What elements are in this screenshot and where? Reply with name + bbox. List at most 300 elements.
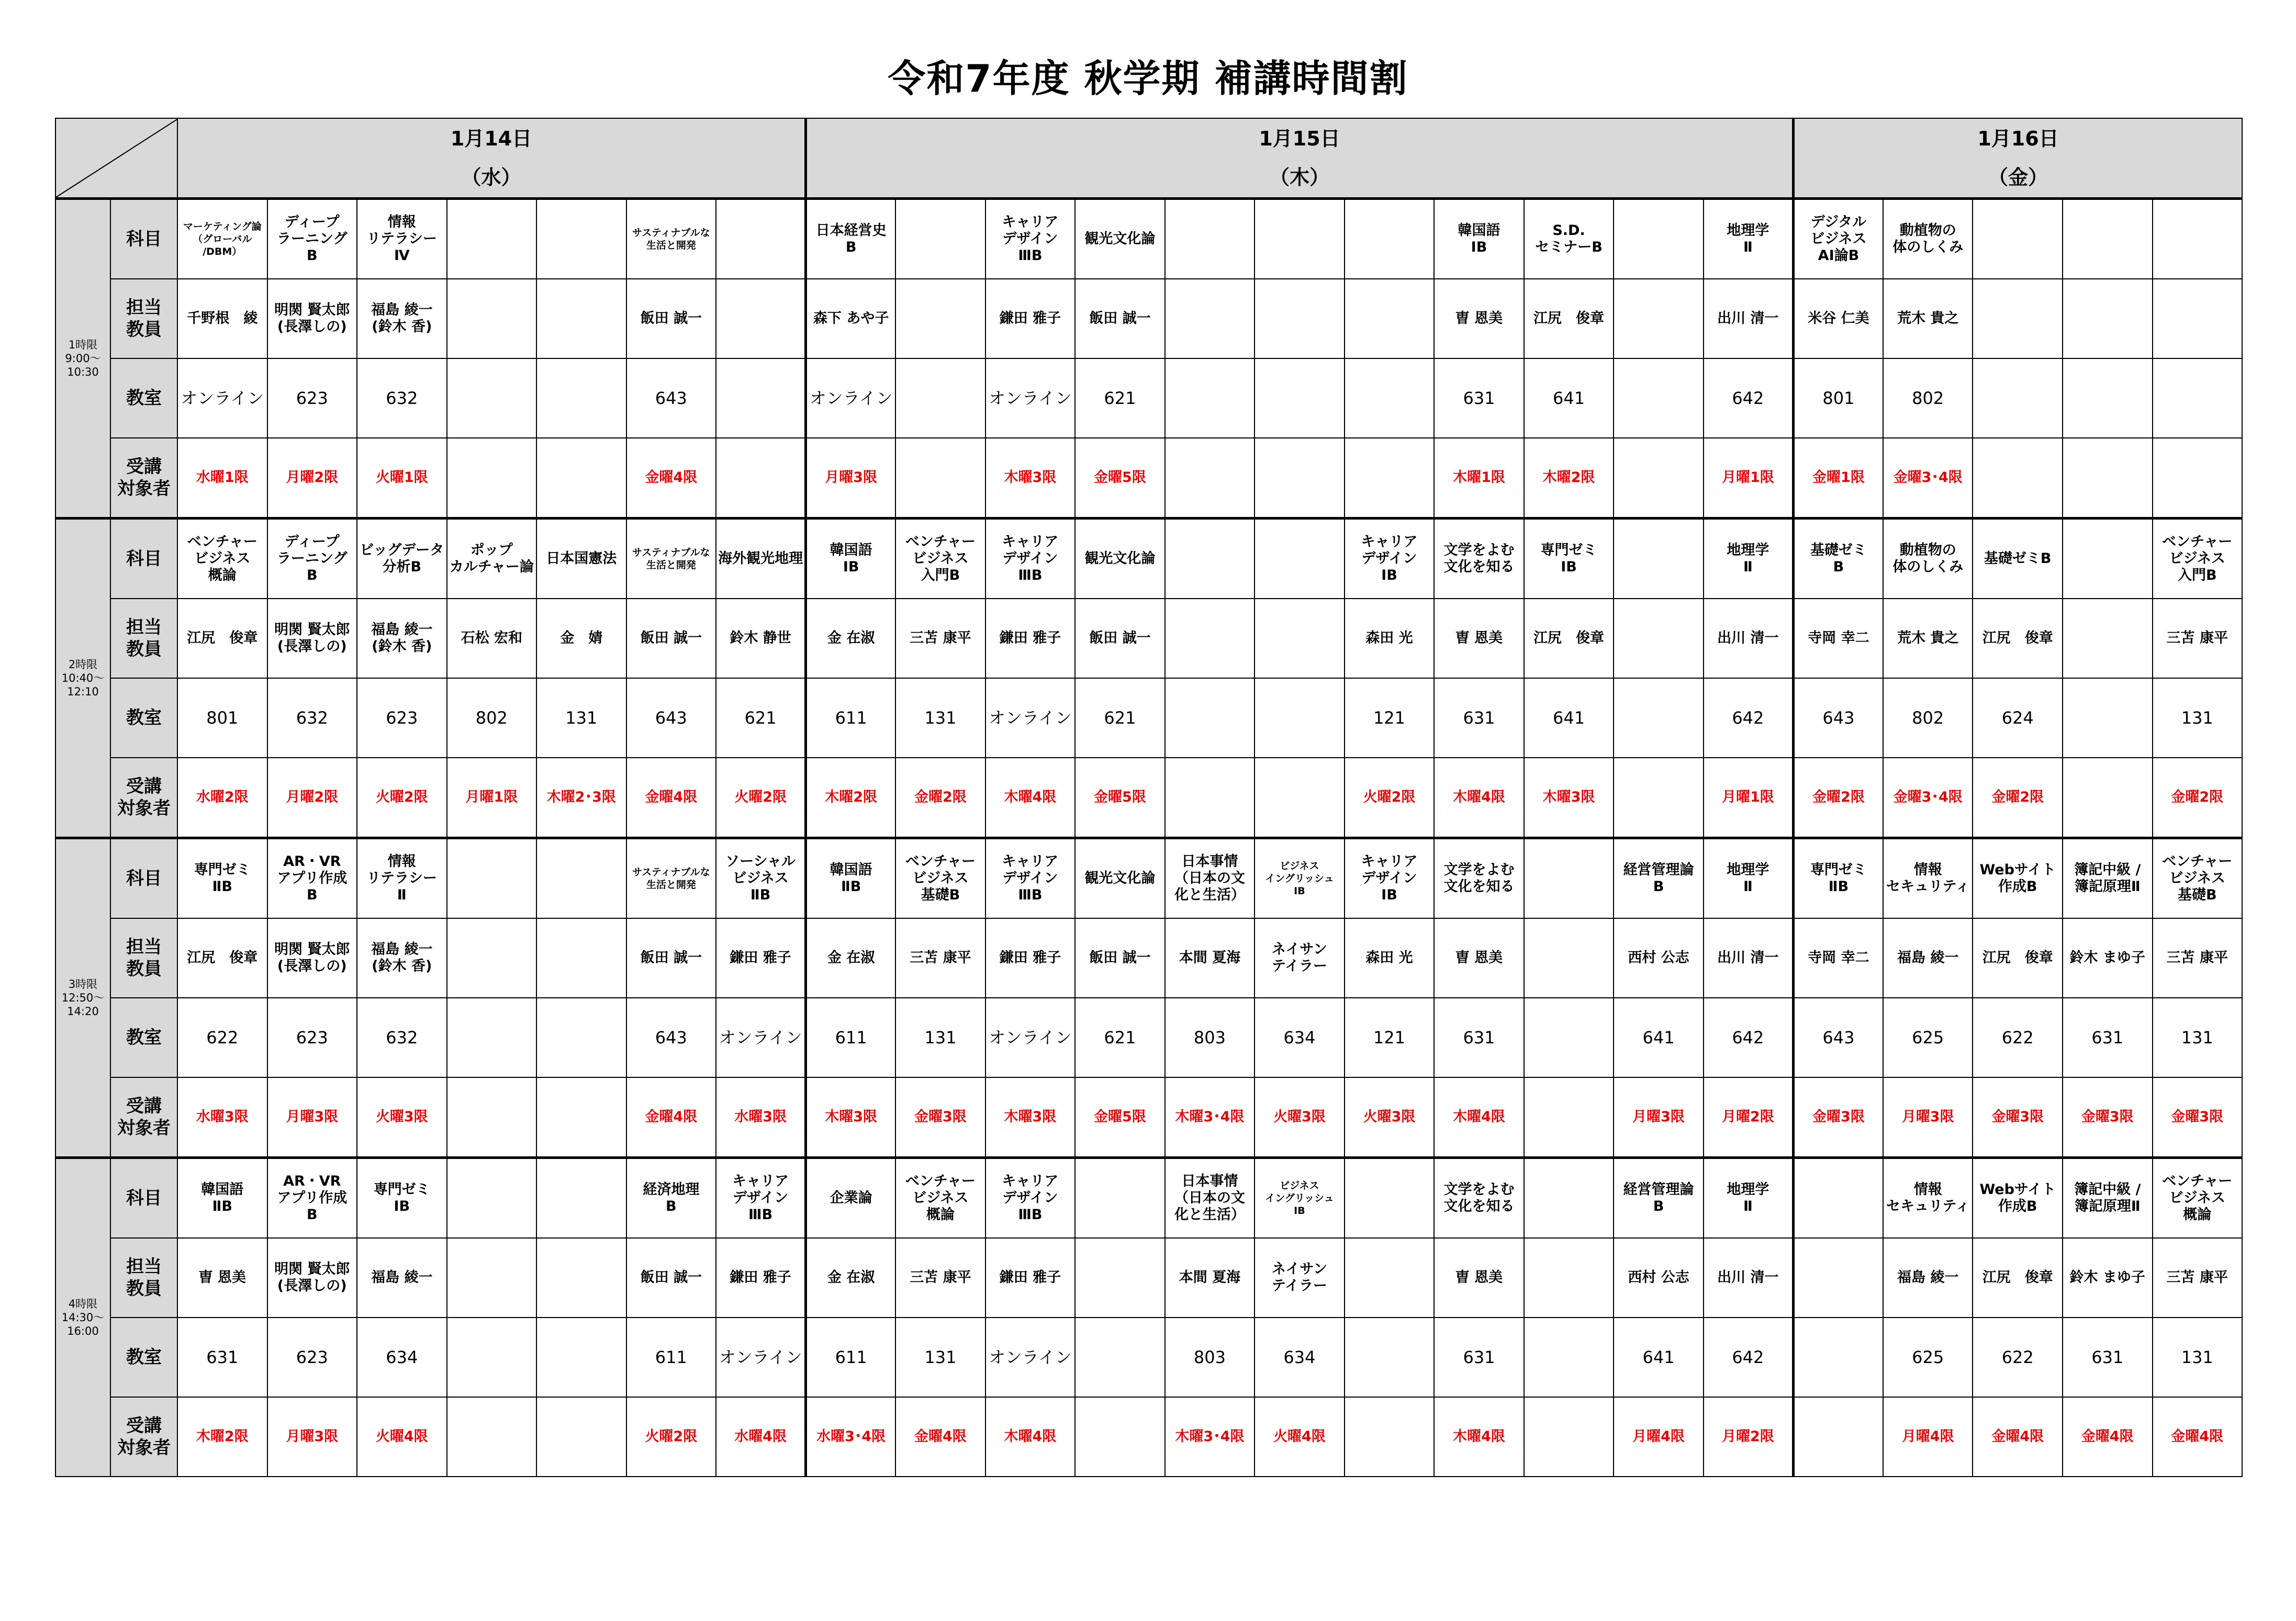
- target-cell: 金曜5限: [1075, 1077, 1165, 1158]
- teacher-cell: 出川 清一: [1704, 599, 1794, 678]
- subject-cell: [1524, 838, 1614, 919]
- teacher-cell: 出川 清一: [1704, 918, 1794, 998]
- room-cell: [895, 358, 985, 438]
- subject-cell: [1075, 1158, 1165, 1239]
- teacher-cell: 明関 賢太郎 (長澤しの): [267, 279, 357, 358]
- teacher-cell: [447, 918, 537, 998]
- target-cell: 水曜2限: [177, 758, 267, 838]
- teacher-cell: 出川 清一: [1704, 1238, 1794, 1318]
- teacher-cell: 鎌田 雅子: [985, 1238, 1076, 1318]
- room-cell: 625: [1883, 1318, 1973, 1397]
- subject-cell: ソーシャル ビジネス ⅡB: [716, 838, 806, 919]
- subject-cell: 情報 セキュリティ: [1883, 1158, 1973, 1239]
- room-cell: 131: [2153, 1318, 2243, 1397]
- room-cell: [536, 358, 626, 438]
- room-cell: [1345, 358, 1435, 438]
- teacher-cell: [1255, 599, 1345, 678]
- subject-cell: キャリア デザイン ⅢB: [985, 838, 1076, 919]
- target-cell: 水曜1限: [177, 438, 267, 519]
- subject-cell: [1255, 199, 1345, 279]
- target-cell: [1345, 438, 1435, 519]
- teacher-cell: 飯田 誠一: [626, 279, 716, 358]
- day-header: [1793, 118, 2242, 199]
- page-title: 令和7年度 秋学期 補講時間割: [888, 57, 1408, 100]
- teacher-cell: 曺 恩美: [1434, 599, 1524, 678]
- room-cell: 641: [1524, 358, 1614, 438]
- room-cell: [1524, 998, 1614, 1077]
- subject-cell: キャリア デザイン ⅠB: [1345, 519, 1435, 599]
- room-cell: 622: [1973, 998, 2063, 1077]
- target-cell: 金曜4限: [2153, 1397, 2243, 1477]
- teacher-cell: 飯田 誠一: [626, 599, 716, 678]
- room-cell: 803: [1165, 1318, 1255, 1397]
- subject-cell: 情報 リテラシー Ⅳ: [357, 199, 447, 279]
- subject-cell: [1165, 199, 1255, 279]
- row-label-teacher: 担当 教員: [110, 1238, 177, 1318]
- subject-cell: 観光文化論: [1075, 519, 1165, 599]
- subject-cell: ディープ ラーニング B: [267, 199, 357, 279]
- room-cell: 624: [1973, 678, 2063, 758]
- subject-cell: 基礎ゼミB: [1973, 519, 2063, 599]
- room-cell: 801: [1793, 358, 1883, 438]
- room-cell: [1524, 1318, 1614, 1397]
- room-cell: [1255, 358, 1345, 438]
- teacher-cell: [895, 279, 985, 358]
- subject-cell: 経営管理論 B: [1614, 838, 1704, 919]
- day-date: 1月16日: [1977, 127, 2059, 150]
- room-cell: 611: [806, 678, 896, 758]
- teacher-cell: 飯田 誠一: [626, 1238, 716, 1318]
- room-cell: 631: [177, 1318, 267, 1397]
- subject-cell: 情報 セキュリティ: [1883, 838, 1973, 919]
- subject-cell: キャリア デザイン ⅢB: [985, 199, 1076, 279]
- target-cell: 月曜4限: [1614, 1397, 1704, 1477]
- corner-diagonal: [56, 119, 177, 197]
- room-cell: オンライン: [985, 1318, 1076, 1397]
- row-label-room: 教室: [110, 1318, 177, 1397]
- teacher-cell: [1524, 1238, 1614, 1318]
- target-cell: 火曜2限: [626, 1397, 716, 1477]
- subject-cell: 海外観光地理: [716, 519, 806, 599]
- subject-cell: 簿記中級 / 簿記原理Ⅱ: [2063, 1158, 2153, 1239]
- room-cell: [447, 358, 537, 438]
- teacher-cell: 金 在淑: [806, 599, 896, 678]
- room-cell: 631: [2063, 998, 2153, 1077]
- target-cell: 金曜4限: [1973, 1397, 2063, 1477]
- target-cell: 水曜3限: [177, 1077, 267, 1158]
- room-cell: 131: [895, 678, 985, 758]
- teacher-cell: [536, 279, 626, 358]
- teacher-cell: 石松 宏和: [447, 599, 537, 678]
- room-cell: [1345, 1318, 1435, 1397]
- teacher-cell: 森下 あや子: [806, 279, 896, 358]
- day-weekday: （金）: [1988, 166, 2048, 189]
- target-cell: 月曜1限: [447, 758, 537, 838]
- target-cell: 金曜4限: [626, 1077, 716, 1158]
- target-cell: [1614, 758, 1704, 838]
- subject-cell: [1165, 519, 1255, 599]
- subject-cell: 地理学 Ⅱ: [1704, 519, 1794, 599]
- target-cell: 火曜3限: [357, 1077, 447, 1158]
- subject-cell: [536, 838, 626, 919]
- subject-cell: キャリア デザイン ⅠB: [1345, 838, 1435, 919]
- subject-cell: 日本国憲法: [536, 519, 626, 599]
- target-cell: [1973, 438, 2063, 519]
- teacher-cell: [1165, 279, 1255, 358]
- target-cell: 火曜1限: [357, 438, 447, 519]
- subject-cell: サスティナブルな 生活と開発: [626, 838, 716, 919]
- subject-cell: ベンチャー ビジネス 基礎B: [2153, 838, 2243, 919]
- teacher-cell: [536, 918, 626, 998]
- day-weekday: （木）: [1270, 166, 1330, 189]
- target-cell: 木曜2･3限: [536, 758, 626, 838]
- room-cell: [1614, 358, 1704, 438]
- room-cell: 634: [1255, 1318, 1345, 1397]
- target-cell: 木曜1限: [1434, 438, 1524, 519]
- teacher-cell: 曺 恩美: [1434, 279, 1524, 358]
- teacher-cell: 寺岡 幸二: [1793, 599, 1883, 678]
- room-cell: 642: [1704, 358, 1794, 438]
- subject-cell: 文学をよむ 文化を知る: [1434, 838, 1524, 919]
- subject-cell: 企業論: [806, 1158, 896, 1239]
- subject-cell: 韓国語 ⅠB: [806, 519, 896, 599]
- teacher-cell: [1973, 279, 2063, 358]
- subject-cell: [1614, 519, 1704, 599]
- subject-cell: AR・VR アプリ作成 B: [267, 838, 357, 919]
- teacher-cell: 鎌田 雅子: [716, 918, 806, 998]
- target-cell: [1165, 438, 1255, 519]
- room-cell: 131: [895, 1318, 985, 1397]
- teacher-cell: [2063, 599, 2153, 678]
- target-cell: 月曜1限: [1704, 438, 1794, 519]
- subject-cell: [2063, 519, 2153, 599]
- subject-cell: [447, 1158, 537, 1239]
- room-cell: 121: [1345, 998, 1435, 1077]
- room-cell: 632: [357, 358, 447, 438]
- room-cell: 623: [267, 1318, 357, 1397]
- target-cell: [895, 438, 985, 519]
- target-cell: 月曜2限: [267, 438, 357, 519]
- teacher-cell: 鈴木 静世: [716, 599, 806, 678]
- header-corner: [55, 118, 177, 199]
- target-cell: 火曜2限: [716, 758, 806, 838]
- teacher-cell: [1614, 279, 1704, 358]
- teacher-cell: 森田 光: [1345, 599, 1435, 678]
- target-cell: 月曜2限: [1704, 1077, 1794, 1158]
- teacher-cell: 江尻 俊章: [1973, 1238, 2063, 1318]
- room-cell: 643: [626, 358, 716, 438]
- target-cell: [1524, 1397, 1614, 1477]
- room-cell: 634: [1255, 998, 1345, 1077]
- teacher-cell: 三苫 康平: [895, 599, 985, 678]
- row-label-teacher: 担当 教員: [110, 918, 177, 998]
- subject-cell: キャリア デザイン ⅢB: [716, 1158, 806, 1239]
- target-cell: 木曜4限: [1434, 1077, 1524, 1158]
- subject-cell: 動植物の 体のしくみ: [1883, 519, 1973, 599]
- teacher-cell: 鎌田 雅子: [985, 599, 1076, 678]
- room-cell: 621: [1075, 358, 1165, 438]
- subject-cell: S.D. セミナーB: [1524, 199, 1614, 279]
- subject-cell: 経済地理 B: [626, 1158, 716, 1239]
- subject-cell: ディープ ラーニング B: [267, 519, 357, 599]
- target-cell: 火曜3限: [1345, 1077, 1435, 1158]
- teacher-cell: 出川 清一: [1704, 279, 1794, 358]
- teacher-cell: 西村 公志: [1614, 918, 1704, 998]
- target-cell: 木曜4限: [1434, 1397, 1524, 1477]
- room-cell: [1075, 1318, 1165, 1397]
- subject-cell: AR・VR アプリ作成 B: [267, 1158, 357, 1239]
- subject-cell: [536, 199, 626, 279]
- teacher-cell: 三苫 康平: [895, 1238, 985, 1318]
- subject-cell: ベンチャー ビジネス 概論: [895, 1158, 985, 1239]
- room-cell: 622: [1973, 1318, 2063, 1397]
- room-cell: 131: [536, 678, 626, 758]
- row-label-subject: 科目: [110, 519, 177, 599]
- teacher-cell: 江尻 俊章: [177, 918, 267, 998]
- room-cell: 131: [2153, 678, 2243, 758]
- room-cell: 131: [895, 998, 985, 1077]
- row-label-subject: 科目: [110, 1158, 177, 1239]
- room-cell: 632: [357, 998, 447, 1077]
- room-cell: 643: [626, 998, 716, 1077]
- room-cell: [1165, 678, 1255, 758]
- target-cell: 月曜4限: [1883, 1397, 1973, 1477]
- subject-cell: 情報 リテラシー Ⅱ: [357, 838, 447, 919]
- room-cell: 634: [357, 1318, 447, 1397]
- target-cell: 月曜2限: [267, 758, 357, 838]
- room-cell: 623: [267, 358, 357, 438]
- target-cell: 木曜3限: [985, 1077, 1076, 1158]
- teacher-cell: 飯田 誠一: [1075, 599, 1165, 678]
- teacher-cell: [1524, 918, 1614, 998]
- target-cell: 木曜3限: [985, 438, 1076, 519]
- subject-cell: 日本事情 （日本の文 化と生活）: [1165, 1158, 1255, 1239]
- subject-cell: [1524, 1158, 1614, 1239]
- period-label: 1時限 9:00～ 10:30: [55, 199, 110, 519]
- target-cell: 火曜4限: [1255, 1397, 1345, 1477]
- teacher-cell: [2153, 279, 2243, 358]
- teacher-cell: 本間 夏海: [1165, 1238, 1255, 1318]
- target-cell: 金曜4限: [626, 758, 716, 838]
- target-cell: 金曜4限: [895, 1397, 985, 1477]
- teacher-cell: 福島 綾一: [357, 1238, 447, 1318]
- target-cell: 火曜3限: [1255, 1077, 1345, 1158]
- room-cell: 802: [1883, 358, 1973, 438]
- subject-cell: ベンチャー ビジネス 入門B: [2153, 519, 2243, 599]
- subject-cell: ビッグデータ 分析B: [357, 519, 447, 599]
- room-cell: 611: [806, 998, 896, 1077]
- subject-cell: 簿記中級 / 簿記原理Ⅱ: [2063, 838, 2153, 919]
- subject-cell: 専門ゼミ ⅠB: [1524, 519, 1614, 599]
- teacher-cell: ネイサン テイラー: [1255, 1238, 1345, 1318]
- day-weekday: （水）: [461, 166, 521, 189]
- subject-cell: ベンチャー ビジネス 概論: [177, 519, 267, 599]
- teacher-cell: [716, 279, 806, 358]
- room-cell: [1793, 1318, 1883, 1397]
- row-label-target: 受講 対象者: [110, 1077, 177, 1158]
- target-cell: [536, 438, 626, 519]
- teacher-cell: 荒木 貴之: [1883, 599, 1973, 678]
- teacher-cell: [447, 1238, 537, 1318]
- teacher-cell: 福島 綾一: [1883, 1238, 1973, 1318]
- teacher-cell: 江尻 俊章: [1973, 599, 2063, 678]
- target-cell: [2063, 438, 2153, 519]
- subject-cell: 動植物の 体のしくみ: [1883, 199, 1973, 279]
- period-label: 2時限 10:40～ 12:10: [55, 519, 110, 838]
- subject-cell: ベンチャー ビジネス 概論: [2153, 1158, 2243, 1239]
- room-cell: [2153, 358, 2243, 438]
- room-cell: 802: [447, 678, 537, 758]
- subject-cell: [2153, 199, 2243, 279]
- room-cell: オンライン: [985, 358, 1076, 438]
- target-cell: 月曜2限: [1704, 1397, 1794, 1477]
- target-cell: [1524, 1077, 1614, 1158]
- room-cell: オンライン: [985, 998, 1076, 1077]
- teacher-cell: 鈴木 まゆ子: [2063, 1238, 2153, 1318]
- teacher-cell: 荒木 貴之: [1883, 279, 1973, 358]
- teacher-cell: 江尻 俊章: [1524, 599, 1614, 678]
- day-date: 1月14日: [450, 127, 532, 150]
- teacher-cell: 三苫 康平: [2153, 1238, 2243, 1318]
- target-cell: 金曜3･4限: [1883, 758, 1973, 838]
- room-cell: 631: [2063, 1318, 2153, 1397]
- target-cell: 木曜3･4限: [1165, 1077, 1255, 1158]
- teacher-cell: 金 婧: [536, 599, 626, 678]
- room-cell: オンライン: [716, 1318, 806, 1397]
- room-cell: 621: [1075, 998, 1165, 1077]
- subject-cell: 文学をよむ 文化を知る: [1434, 1158, 1524, 1239]
- timetable: [55, 118, 2243, 1477]
- subject-cell: 韓国語 ⅡB: [806, 838, 896, 919]
- teacher-cell: [536, 1238, 626, 1318]
- row-label-room: 教室: [110, 998, 177, 1077]
- target-cell: 火曜2限: [357, 758, 447, 838]
- teacher-cell: 飯田 誠一: [1075, 918, 1165, 998]
- room-cell: オンライン: [985, 678, 1076, 758]
- teacher-cell: 森田 光: [1345, 918, 1435, 998]
- teacher-cell: 飯田 誠一: [626, 918, 716, 998]
- subject-cell: 韓国語 ⅡB: [177, 1158, 267, 1239]
- target-cell: 金曜2限: [2153, 758, 2243, 838]
- target-cell: 金曜3限: [1793, 1077, 1883, 1158]
- teacher-cell: 福島 綾一 (鈴木 香): [357, 279, 447, 358]
- target-cell: 木曜4限: [985, 1397, 1076, 1477]
- target-cell: 月曜1限: [1704, 758, 1794, 838]
- teacher-cell: [1345, 1238, 1435, 1318]
- room-cell: [716, 358, 806, 438]
- target-cell: 木曜4限: [1434, 758, 1524, 838]
- period-label: 4時限 14:30～ 16:00: [55, 1158, 110, 1477]
- row-label-room: 教室: [110, 678, 177, 758]
- subject-cell: 地理学 Ⅱ: [1704, 199, 1794, 279]
- teacher-cell: 三苫 康平: [2153, 918, 2243, 998]
- target-cell: 水曜3限: [716, 1077, 806, 1158]
- subject-cell: デジタル ビジネス AI論B: [1793, 199, 1883, 279]
- day-date: 1月15日: [1259, 127, 1340, 150]
- row-label-subject: 科目: [110, 199, 177, 279]
- room-cell: 643: [1793, 998, 1883, 1077]
- subject-cell: [716, 199, 806, 279]
- subject-cell: ベンチャー ビジネス 基礎B: [895, 838, 985, 919]
- target-cell: 月曜3限: [1614, 1077, 1704, 1158]
- row-label-teacher: 担当 教員: [110, 279, 177, 358]
- room-cell: [1255, 678, 1345, 758]
- target-cell: 水曜4限: [716, 1397, 806, 1477]
- teacher-cell: 金 在淑: [806, 1238, 896, 1318]
- room-cell: 802: [1883, 678, 1973, 758]
- subject-cell: [1614, 199, 1704, 279]
- day-header: [177, 118, 806, 199]
- target-cell: 木曜3･4限: [1165, 1397, 1255, 1477]
- teacher-cell: 明関 賢太郎 (長澤しの): [267, 599, 357, 678]
- teacher-cell: 金 在淑: [806, 918, 896, 998]
- room-cell: 621: [716, 678, 806, 758]
- subject-cell: 日本事情 （日本の文 化と生活）: [1165, 838, 1255, 919]
- target-cell: 金曜2限: [1973, 758, 2063, 838]
- room-cell: 642: [1704, 998, 1794, 1077]
- room-cell: 623: [357, 678, 447, 758]
- teacher-cell: 寺岡 幸二: [1793, 918, 1883, 998]
- room-cell: [447, 998, 537, 1077]
- room-cell: 643: [1793, 678, 1883, 758]
- teacher-cell: [1793, 1238, 1883, 1318]
- target-cell: 月曜3限: [267, 1077, 357, 1158]
- subject-cell: 地理学 Ⅱ: [1704, 1158, 1794, 1239]
- teacher-cell: 福島 綾一 (鈴木 香): [357, 918, 447, 998]
- target-cell: 木曜4限: [985, 758, 1076, 838]
- subject-cell: [1255, 519, 1345, 599]
- teacher-cell: [1075, 1238, 1165, 1318]
- subject-cell: キャリア デザイン ⅢB: [985, 1158, 1076, 1239]
- target-cell: 木曜2限: [1524, 438, 1614, 519]
- subject-cell: 文学をよむ 文化を知る: [1434, 519, 1524, 599]
- target-cell: 金曜2限: [895, 758, 985, 838]
- teacher-cell: [2063, 279, 2153, 358]
- target-cell: 金曜3限: [895, 1077, 985, 1158]
- subject-cell: [895, 199, 985, 279]
- period-label: 3時限 12:50～ 14:20: [55, 838, 110, 1158]
- target-cell: [2063, 758, 2153, 838]
- teacher-cell: 三苫 康平: [2153, 599, 2243, 678]
- teacher-cell: 鎌田 雅子: [985, 918, 1076, 998]
- room-cell: 631: [1434, 678, 1524, 758]
- target-cell: [1075, 1397, 1165, 1477]
- subject-cell: 経営管理論 B: [1614, 1158, 1704, 1239]
- teacher-cell: 飯田 誠一: [1075, 279, 1165, 358]
- subject-cell: [447, 199, 537, 279]
- room-cell: 643: [626, 678, 716, 758]
- room-cell: 632: [267, 678, 357, 758]
- subject-cell: [1345, 199, 1435, 279]
- room-cell: 121: [1345, 678, 1435, 758]
- subject-cell: 専門ゼミ ⅡB: [1793, 838, 1883, 919]
- room-cell: [2063, 358, 2153, 438]
- teacher-cell: 千野根 綾: [177, 279, 267, 358]
- target-cell: 水曜3･4限: [806, 1397, 896, 1477]
- room-cell: 631: [1434, 998, 1524, 1077]
- subject-cell: ビジネス イングリッシュ ⅠB: [1255, 838, 1345, 919]
- subject-cell: 専門ゼミ ⅡB: [177, 838, 267, 919]
- row-label-target: 受講 対象者: [110, 1397, 177, 1477]
- room-cell: 642: [1704, 1318, 1794, 1397]
- target-cell: [1165, 758, 1255, 838]
- target-cell: [2153, 438, 2243, 519]
- day-header: [806, 118, 1794, 199]
- subject-cell: ポップ カルチャー論: [447, 519, 537, 599]
- room-cell: [1973, 358, 2063, 438]
- target-cell: [1614, 438, 1704, 519]
- target-cell: 金曜3限: [2153, 1077, 2243, 1158]
